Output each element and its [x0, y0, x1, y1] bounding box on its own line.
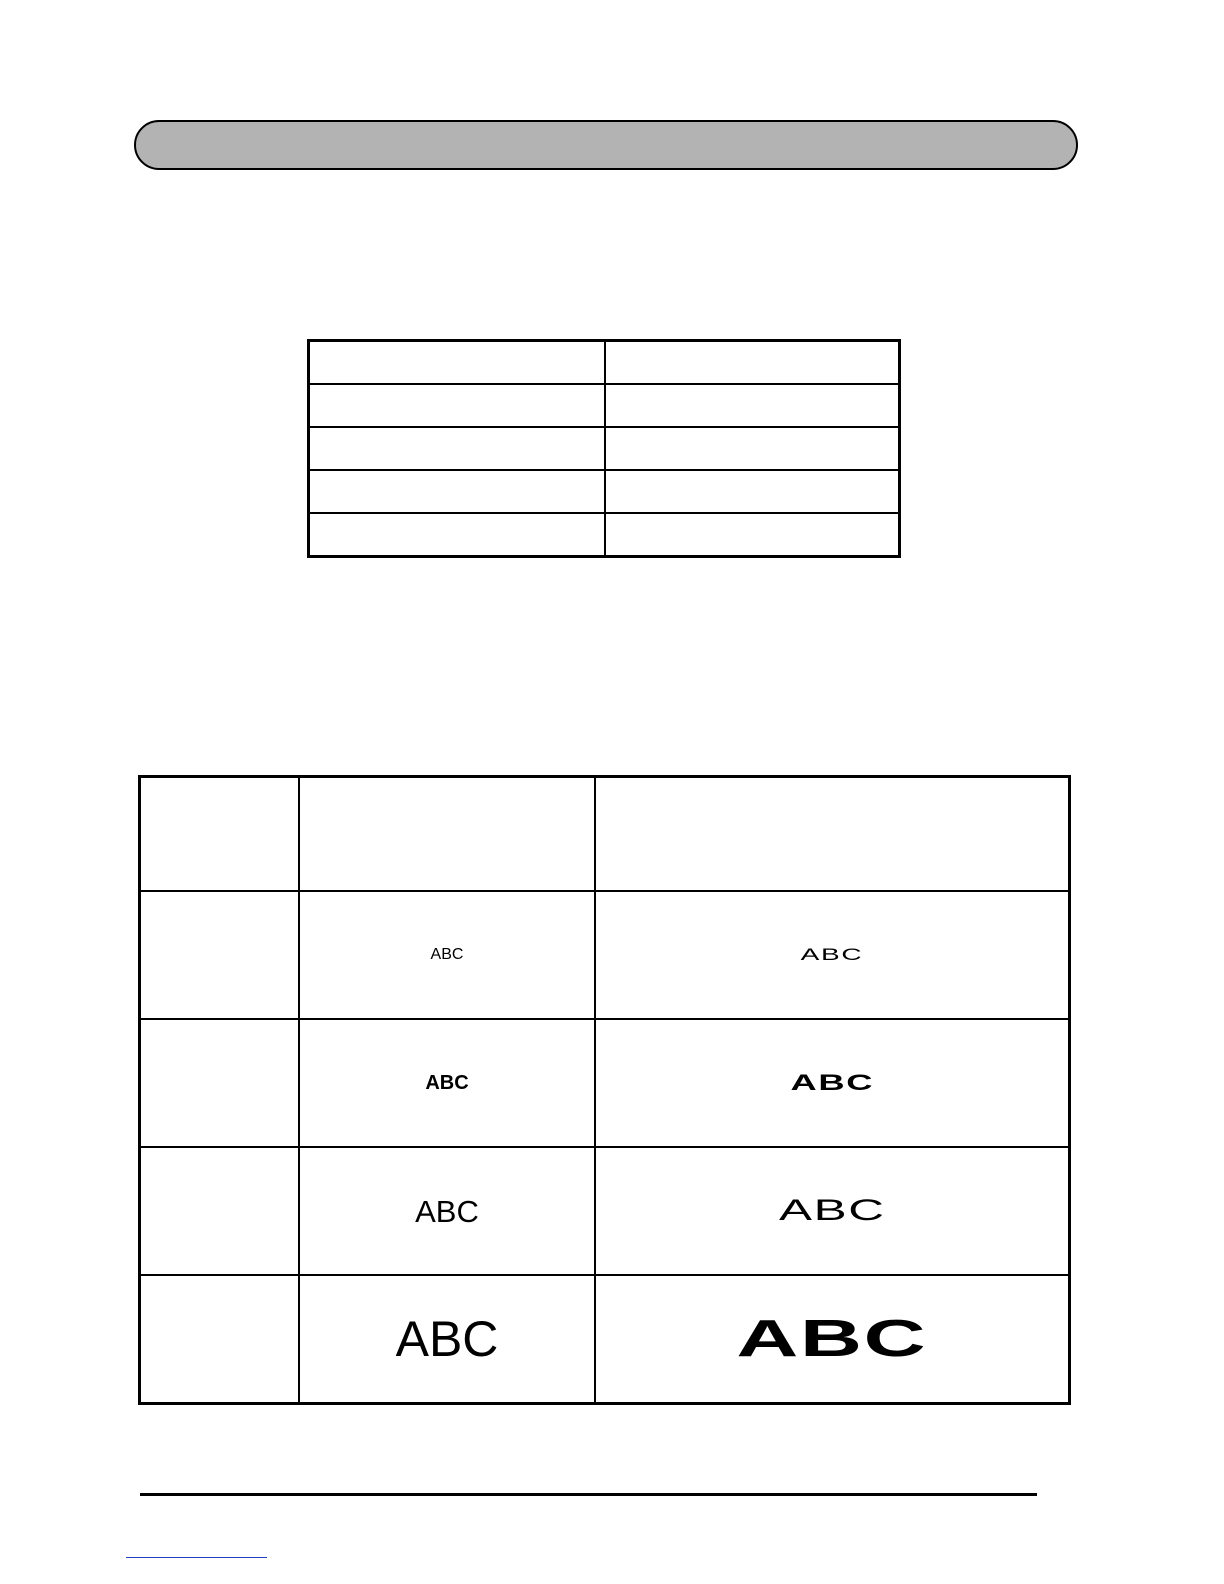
- wide-sample-text: ABC: [736, 1310, 928, 1368]
- table-header-cell: [595, 777, 1070, 892]
- table-header-cell: [140, 777, 300, 892]
- table-cell: [299, 1275, 595, 1404]
- table-row: [309, 384, 900, 427]
- normal-sample-text: ABC: [415, 1193, 479, 1229]
- table-cell: [140, 1147, 300, 1275]
- table-row: [140, 1019, 1070, 1147]
- table-row: [140, 1275, 1070, 1404]
- table-cell: [140, 891, 300, 1019]
- wide-sample-text: ABC: [778, 1194, 886, 1227]
- table-cell: [140, 1019, 300, 1147]
- table-cell: [299, 891, 595, 1019]
- table-header-cell: [299, 777, 595, 892]
- table-cell: [309, 513, 606, 557]
- section-header-bar: [134, 120, 1078, 170]
- footer-divider: [140, 1493, 1037, 1496]
- table-cell: [299, 1147, 595, 1275]
- table-cell: [595, 891, 1070, 1019]
- normal-sample-text: ABC: [425, 1071, 469, 1094]
- table-cell: [309, 384, 606, 427]
- wide-sample-text: ABC: [800, 944, 864, 964]
- table-cell: [605, 341, 900, 385]
- size-samples-table: [138, 775, 1071, 1405]
- table-cell: [309, 427, 606, 470]
- table-cell: [309, 470, 606, 513]
- table-row: [309, 470, 900, 513]
- table-cell: [595, 1275, 1070, 1404]
- table-row: [309, 341, 900, 385]
- table-cell: [595, 1147, 1070, 1275]
- table-row: [140, 891, 1070, 1019]
- table-cell: [605, 427, 900, 470]
- table-cell: [605, 470, 900, 513]
- wide-sample-text: ABC: [790, 1069, 874, 1095]
- settings-table: [307, 339, 901, 558]
- table-cell: [309, 341, 606, 385]
- table-header-row: [140, 777, 1070, 892]
- table-row: [309, 427, 900, 470]
- table-cell: [605, 513, 900, 557]
- table-row: [140, 1147, 1070, 1275]
- table-cell: [140, 1275, 300, 1404]
- normal-sample-text: ABC: [430, 946, 464, 963]
- table-row: [309, 513, 900, 557]
- normal-sample-text: ABC: [395, 1311, 499, 1367]
- footer-link-underline: [126, 1557, 267, 1558]
- table-cell: [595, 1019, 1070, 1147]
- table-cell: [299, 1019, 595, 1147]
- table-cell: [605, 384, 900, 427]
